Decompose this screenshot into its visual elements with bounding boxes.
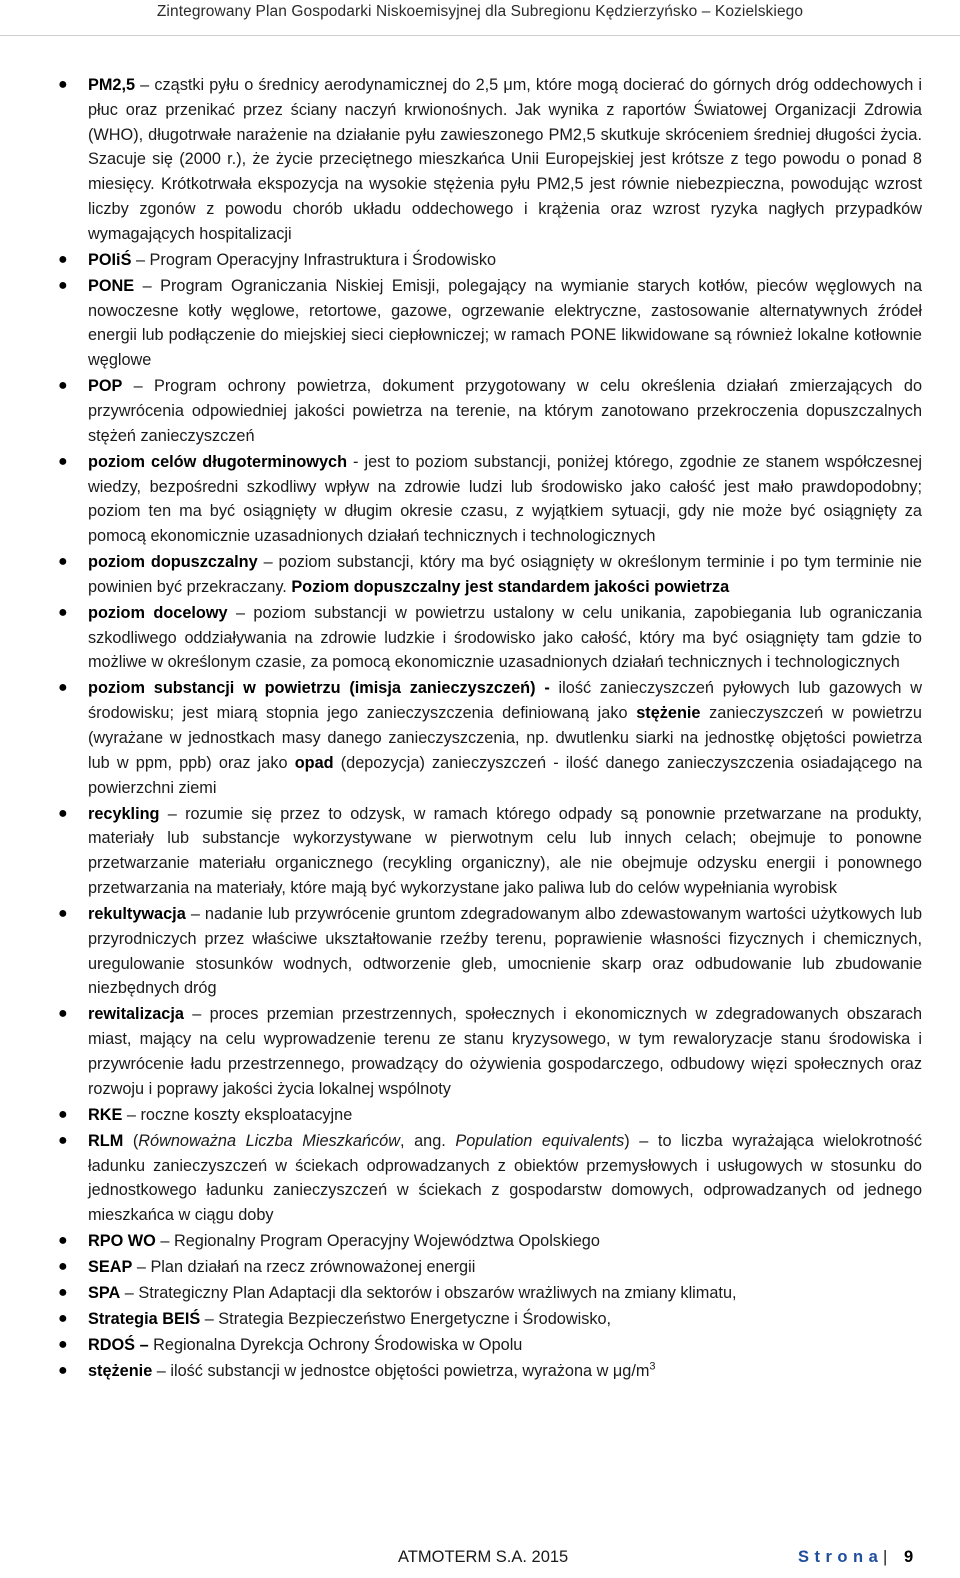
bullet-icon: ●	[58, 553, 68, 571]
glossary-content	[58, 73, 922, 1385]
glossary-item	[58, 1333, 922, 1358]
glossary-term: RKE	[88, 1105, 123, 1124]
glossary-definition: – Program ochrony powietrza, dokument przygotowany w celu określenia działań zmierzających do przywrócenia odpowiedniej jakości powietrza na terenie, na którym zanotowano przekroczenia dopuszczalnych stężeń zanieczyszczeń	[88, 377, 922, 445]
glossary-term: rekultywacja	[88, 904, 186, 923]
glossary-term: recykling	[88, 804, 160, 823]
glossary-list	[58, 73, 922, 1384]
glossary-item	[58, 73, 922, 247]
glossary-term: stężenie	[88, 1362, 153, 1381]
glossary-item	[58, 1103, 922, 1128]
glossary-item	[58, 676, 922, 800]
bullet-icon: ●	[58, 679, 68, 697]
emphasized-text: opad	[294, 753, 334, 772]
glossary-item	[58, 1002, 922, 1101]
glossary-definition: – Program Ograniczania Niskiej Emisji, polegający na wymianie starych kotłów, pieców węglowych na nowoczesne kotły węglowe, retortowe, gazowe, ogrzewanie elektryczne, zastosowanie alternatywnych źródeł energii lub podłączenie do miejskiej sieci ciepłowniczej; w ramach PONE likwidowane są również lokalne kotłownie węglowe	[88, 276, 922, 370]
glossary-definition: – proces przemian przestrzennych, społecznych i ekonomicznych w zdegradowanych obszarach miast, mający na celu wyprowadzenie terenu ze stanu kryzysowego, w tym rewaloryzacje stanu środowiska i przywrócenie ładu przestrzennego, prowadzący do ożywienia gospodarczego, odbudowy więzi społecznych oraz rozwoju i poprawy jakości życia lokalnej wspólnoty	[88, 1005, 922, 1098]
document-title: Zintegrowany Plan Gospodarki Niskoemisyjnej dla Subregionu Kędzierzyńsko – Kozielskiego	[156, 3, 804, 20]
bullet-icon: ●	[58, 1362, 68, 1380]
bullet-icon: ●	[58, 1310, 68, 1328]
glossary-item	[58, 1307, 922, 1332]
glossary-definition: – Program Operacyjny Infrastruktura i Środowisko	[131, 250, 497, 269]
glossary-definition: (depozycja) zanieczyszczeń - ilość danego zanieczyszczenia osiadającego na powierzchni ziemi	[88, 753, 922, 797]
bullet-icon: ●	[58, 1284, 68, 1302]
glossary-term: POP	[88, 377, 123, 396]
superscript: 3	[649, 1360, 656, 1373]
bullet-icon: ●	[58, 1232, 68, 1250]
glossary-definition: – Strategiczny Plan Adaptacji dla sektorów i obszarów wrażliwych na zmiany klimatu,	[120, 1284, 737, 1303]
bullet-icon: ●	[58, 1258, 68, 1276]
bullet-icon: ●	[58, 377, 68, 395]
glossary-item	[58, 902, 922, 1001]
glossary-term: PM2,5	[88, 76, 136, 94]
glossary-definition: zanieczyszczeń w powietrzu (wyrażane w jednostkach masy danego zanieczyszczenia, np. dwutlenku siarki na jednostkę objętości powietrza lub w ppm, ppb) oraz jako	[88, 704, 922, 772]
glossary-definition: Regionalna Dyrekcja Ochrony Środowiska w Opolu	[148, 1336, 523, 1355]
glossary-term: poziom substancji w powietrzu (imisja zanieczyszczeń) -	[88, 679, 550, 698]
glossary-definition: ) – to liczba wyrażająca wielokrotność ładunku zanieczyszczeń w ściekach odprowadzanych z obiektów przemysłowych i usługowych w stosunku do jednostkowego ładunku zanieczyszczeń w ściekach z gospodarstw domowych, odprowadzanych od jednego mieszkańca w ciągu doby	[88, 1131, 922, 1225]
glossary-item	[58, 1129, 922, 1228]
bullet-icon: ●	[58, 250, 68, 268]
glossary-item	[58, 450, 922, 549]
glossary-definition: – poziom substancji w powietrzu ustalony w celu unikania, zapobiegania lub ograniczania szkodliwego oddziaływania na zdrowie ludzkie i środowisko jako całość, który ma być osiągnięty tam gdzie to możliwe w określonym czasie, za pomocą ekonomicznie uzasadnionych działań technicznych i technologicznych	[88, 603, 922, 672]
glossary-term: SPA	[88, 1284, 121, 1303]
running-header	[0, 0, 960, 36]
glossary-term: rewitalizacja	[88, 1005, 184, 1024]
glossary-definition: – cząstki pyłu o średnicy aerodynamicznej do 2,5 μm, które mogą docierać do górnych dróg oddechowych i płuc oraz przenikać przez ściany naczyń krwionośnych. Jak wynika z raportów Światowej Organizacji Zdrowia (WHO), długotrwałe narażenie na działanie pyłu zawieszonego PM2,5 skutkuje skróceniem średniej długości życia. Szacuje się (2000 r.), że życie przeciętnego mieszkańca Unii Europejskiej jest krótsze z tego powodu o ponad 8 miesięcy. Krótkotrwała ekspozycja na wysokie stężenia pyłu PM2,5 jest równie niebezpieczna, powodując wzrost liczby zgonów z powodu chorób układu oddechowego i krążenia oraz wzrost ryzyka nagłych przypadków wymagających hospitalizacji	[88, 76, 922, 243]
glossary-definition: (	[123, 1131, 139, 1150]
glossary-definition: - jest to poziom substancji, poniżej którego, zgodnie ze stanem współczesnej wiedzy, bezpośredni szkodliwy wpływ na zdrowie ludzi lub środowisko jako całość jest mało prawdopodobny; poziom ten ma być osiągnięty w długim okresie czasu, z wyjątkiem sytuacji, gdy nie może być osiągnięty za pomocą ekonomicznie uzasadnionych działań technicznych i technologicznych	[88, 452, 922, 546]
italic-text: Population equivalents	[455, 1131, 625, 1150]
glossary-term: POIiŚ	[88, 250, 132, 269]
bullet-icon: ●	[58, 1105, 68, 1123]
glossary-item	[58, 374, 922, 448]
glossary-term: poziom docelowy	[88, 603, 228, 622]
glossary-item	[58, 248, 922, 273]
glossary-term: poziom dopuszczalny	[88, 553, 258, 572]
glossary-definition: – nadanie lub przywrócenie gruntom zdegradowanym albo zdewastowanym wartości użytkowych lub przyrodniczych przez właściwe ukształtowanie rzeźby terenu, poprawienie własności fizycznych i chemicznych, uregulowanie stosunków wodnych, odtworzenie gleb, umocnienie skarp oraz odbudowanie lub zbudowanie niezbędnych dróg	[88, 904, 922, 998]
glossary-definition: – Plan działań na rzecz zrównoważonej energii	[132, 1258, 476, 1277]
emphasized-text: Poziom dopuszczalny jest standardem jakości powietrza	[291, 577, 730, 596]
glossary-item	[58, 802, 922, 901]
bullet-icon: ●	[58, 76, 68, 93]
glossary-definition: , ang.	[399, 1131, 456, 1150]
footer-company: ATMOTERM S.A. 2015	[398, 1548, 569, 1566]
bullet-icon: ●	[58, 603, 68, 621]
glossary-definition: – ilość substancji w jednostce objętości powietrza, wyrażona w μg/m	[152, 1362, 650, 1381]
glossary-definition: – rozumie się przez to odzysk, w ramach którego odpady są ponownie przetwarzane na produkty, materiały lub substancje wykorzystywane w pierwotnym celu lub innych celach; obejmuje to ponowne przetwarzanie materiału organicznego (recykling organiczny), ale nie obejmuje odzysku energii i ponownego przetwarzania na materiały, które mają być wykorzystane jako paliwa lub do celów wypełniania wyrobisk	[88, 804, 922, 897]
glossary-item	[58, 1229, 922, 1254]
glossary-term: RPO WO	[88, 1232, 156, 1251]
bullet-icon: ●	[58, 904, 68, 922]
emphasized-text: stężenie	[636, 704, 701, 723]
footer-page-label: Strona	[798, 1548, 884, 1566]
bullet-icon: ●	[58, 804, 68, 822]
bullet-icon: ●	[58, 452, 68, 470]
glossary-term: Strategia BEIŚ	[88, 1310, 201, 1329]
glossary-item	[58, 274, 922, 373]
glossary-item	[58, 1281, 922, 1306]
glossary-item	[58, 601, 922, 675]
footer-separator: |	[883, 1548, 888, 1566]
glossary-term: RLM	[88, 1131, 124, 1150]
glossary-definition: – roczne koszty eksploatacyjne	[122, 1105, 353, 1124]
glossary-term: poziom celów długoterminowych	[88, 452, 348, 471]
glossary-definition: – poziom substancji, który ma być osiągnięty w określonym terminie i po tym terminie nie powinien być przekraczany.	[88, 553, 922, 596]
footer-page-number: 9	[904, 1548, 914, 1566]
glossary-definition: – Strategia Bezpieczeństwo Energetyczne i Środowisko,	[200, 1310, 612, 1329]
glossary-definition: ilość zanieczyszczeń pyłowych lub gazowych w środowisku; jest miarą stopnia jego zanieczyszczenia definiowaną jako	[88, 679, 922, 723]
glossary-term: RDOŚ –	[88, 1336, 149, 1355]
page-footer	[0, 1540, 960, 1570]
glossary-item	[58, 1255, 922, 1280]
glossary-item	[58, 550, 922, 600]
glossary-item	[58, 1359, 922, 1384]
bullet-icon: ●	[58, 276, 68, 294]
glossary-definition: – Regionalny Program Operacyjny Województwa Opolskiego	[155, 1232, 600, 1251]
bullet-icon: ●	[58, 1005, 68, 1023]
glossary-term: PONE	[88, 276, 135, 295]
bullet-icon: ●	[58, 1131, 68, 1149]
italic-text: Równoważna Liczba Mieszkańców	[138, 1131, 400, 1150]
glossary-term: SEAP	[88, 1258, 133, 1277]
bullet-icon: ●	[58, 1336, 68, 1354]
